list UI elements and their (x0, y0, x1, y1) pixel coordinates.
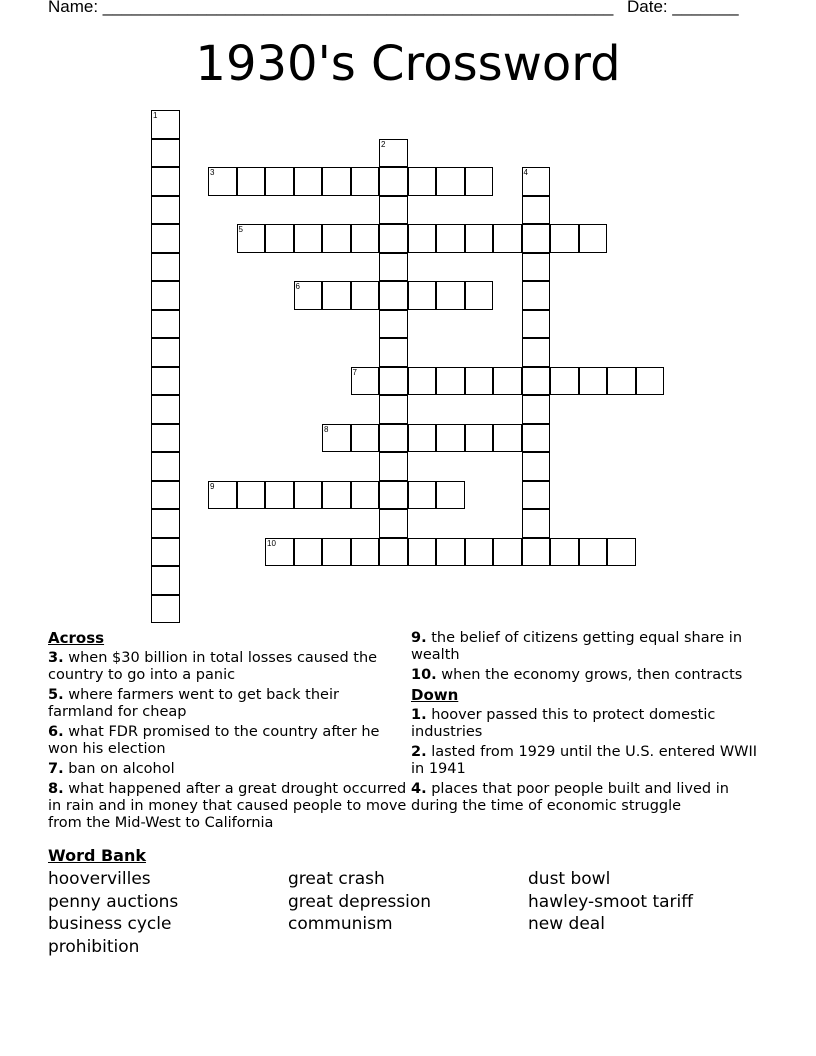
grid-cell[interactable] (351, 224, 380, 253)
grid-cell[interactable] (465, 167, 494, 196)
grid-cell[interactable] (294, 538, 323, 567)
clue-number: 9 (210, 481, 215, 491)
grid-cell[interactable] (408, 481, 437, 510)
word-bank-item: hawley-smoot tariff (528, 892, 693, 912)
grid-cell[interactable] (493, 367, 522, 396)
grid-cell[interactable] (379, 310, 408, 339)
grid-cell[interactable] (151, 395, 180, 424)
grid-cell[interactable] (322, 167, 351, 196)
grid-cell[interactable] (151, 509, 180, 538)
grid-cell[interactable] (208, 167, 237, 196)
word-bank-item: great crash (288, 869, 385, 889)
grid-cell[interactable] (151, 481, 180, 510)
clue-number: 4 (523, 168, 528, 177)
clue-number: 6 (295, 282, 300, 291)
word-bank-item: communism (288, 914, 393, 934)
grid-cell[interactable] (379, 139, 408, 168)
grid-cell[interactable] (379, 452, 408, 481)
clue-number: 8 (324, 424, 329, 434)
word-bank-item: prohibition (48, 937, 140, 957)
clue-number: 10 (267, 538, 276, 548)
grid-cell[interactable] (322, 424, 351, 453)
grid-cell[interactable] (151, 538, 180, 567)
grid-cell[interactable] (408, 538, 437, 567)
grid-cell[interactable] (607, 538, 636, 567)
grid-cell[interactable] (151, 310, 180, 339)
clue-down-2: 2. lasted from 1929 until the U.S. entered WWII in 1941 (411, 744, 758, 777)
grid-cell[interactable] (294, 224, 323, 253)
down-heading: Down (411, 686, 459, 704)
clue-number: 5 (238, 225, 243, 234)
grid-cell[interactable] (522, 253, 551, 282)
name-field[interactable]: Name: ______________________________________________________ (48, 0, 614, 16)
grid-cell[interactable] (522, 509, 551, 538)
page-title: 1930's Crossword (195, 36, 621, 92)
grid-cell[interactable] (465, 367, 494, 396)
grid-cell[interactable] (351, 481, 380, 510)
grid-cell[interactable] (379, 481, 408, 510)
grid-cell[interactable] (522, 310, 551, 339)
grid-cell[interactable] (607, 367, 636, 396)
grid-cell[interactable] (322, 224, 351, 253)
grid-cell[interactable] (351, 281, 380, 310)
grid-cell[interactable] (636, 367, 665, 396)
clue-across-10: 10. when the economy grows, then contracts (411, 667, 743, 683)
grid-cell[interactable] (151, 595, 180, 624)
grid-cell[interactable] (294, 281, 323, 310)
grid-cell[interactable] (579, 224, 608, 253)
grid-cell[interactable] (379, 167, 408, 196)
grid-cell[interactable] (265, 167, 294, 196)
clue-number: 1 (153, 111, 158, 120)
clue-across-3: 3. when $30 billion in total losses caused the country to go into a panic (48, 650, 378, 683)
grid-cell[interactable] (436, 167, 465, 196)
grid-cell[interactable] (151, 566, 180, 595)
grid-cell[interactable] (522, 424, 551, 453)
grid-cell[interactable] (151, 338, 180, 367)
grid-cell[interactable] (151, 253, 180, 282)
grid-cell[interactable] (151, 281, 180, 310)
grid-cell[interactable] (436, 538, 465, 567)
clues-right (411, 630, 771, 818)
grid-cell[interactable] (522, 281, 551, 310)
grid-cell[interactable] (408, 367, 437, 396)
grid-cell[interactable] (522, 452, 551, 481)
grid-cell[interactable] (351, 367, 380, 396)
grid-cell[interactable] (265, 538, 294, 567)
grid-cell[interactable] (522, 167, 551, 196)
grid-cell[interactable] (550, 538, 579, 567)
clue-number: 7 (352, 367, 357, 377)
clue-across-8: 8. what happened after a great drought occurred in rain and in money that caused people to move from the Mid-West to California (48, 781, 407, 831)
grid-cell[interactable] (436, 481, 465, 510)
date-field[interactable]: Date: _______ (627, 0, 739, 16)
grid-cell[interactable] (379, 367, 408, 396)
clue-across-7: 7. ban on alcohol (48, 761, 175, 777)
grid-cell[interactable] (493, 538, 522, 567)
grid-cell[interactable] (322, 538, 351, 567)
grid-cell[interactable] (294, 481, 323, 510)
grid-cell[interactable] (265, 481, 294, 510)
grid-cell[interactable] (151, 224, 180, 253)
word-bank-item: hoovervilles (48, 869, 151, 889)
clue-across-5: 5. where farmers went to get back their farmland for cheap (48, 687, 339, 720)
grid-cell[interactable] (408, 424, 437, 453)
grid-cell[interactable] (151, 167, 180, 196)
word-bank-item: new deal (528, 914, 605, 934)
grid-cell[interactable] (379, 338, 408, 367)
grid-cell[interactable] (436, 367, 465, 396)
grid-cell[interactable] (237, 481, 266, 510)
grid-cell[interactable] (522, 395, 551, 424)
grid-cell[interactable] (379, 509, 408, 538)
grid-cell[interactable] (151, 367, 180, 396)
grid-cell[interactable] (579, 367, 608, 396)
grid-cell[interactable] (151, 196, 180, 225)
grid-cell[interactable] (151, 452, 180, 481)
across-heading: Across (48, 629, 105, 647)
grid-cell[interactable] (408, 281, 437, 310)
grid-cell[interactable] (522, 224, 551, 253)
clue-number: 3 (210, 168, 215, 177)
grid-cell[interactable] (351, 167, 380, 196)
grid-cell[interactable] (522, 538, 551, 567)
word-bank-item: dust bowl (528, 869, 611, 889)
grid-cell[interactable] (408, 167, 437, 196)
grid-cell[interactable] (379, 196, 408, 225)
grid-cell[interactable] (265, 224, 294, 253)
clue-number: 2 (381, 139, 386, 149)
grid-cell[interactable] (151, 110, 180, 139)
grid-cell[interactable] (294, 167, 323, 196)
grid-cell[interactable] (522, 196, 551, 225)
grid-cell[interactable] (493, 224, 522, 253)
clues-left (48, 630, 408, 835)
grid-cell[interactable] (237, 224, 266, 253)
grid-cell[interactable] (493, 424, 522, 453)
grid-cell[interactable] (379, 538, 408, 567)
grid-cell[interactable] (465, 281, 494, 310)
grid-cell[interactable] (151, 424, 180, 453)
grid-cell[interactable] (550, 367, 579, 396)
grid-cell[interactable] (379, 224, 408, 253)
grid-cell[interactable] (208, 481, 237, 510)
grid-cell[interactable] (322, 481, 351, 510)
grid-cell[interactable] (522, 481, 551, 510)
grid-cell[interactable] (351, 424, 380, 453)
grid-cell[interactable] (465, 538, 494, 567)
grid-cell[interactable] (151, 139, 180, 168)
grid-cell[interactable] (465, 224, 494, 253)
word-bank-heading: Word Bank (48, 846, 147, 865)
grid-cell[interactable] (579, 538, 608, 567)
grid-cell[interactable] (379, 424, 408, 453)
grid-cell[interactable] (379, 253, 408, 282)
grid-cell[interactable] (550, 224, 579, 253)
clue-across-9: 9. the belief of citizens getting equal share in wealth (411, 630, 743, 663)
grid-cell[interactable] (379, 395, 408, 424)
grid-cell[interactable] (465, 424, 494, 453)
grid-cell[interactable] (436, 224, 465, 253)
grid-cell[interactable] (379, 281, 408, 310)
word-bank-item: penny auctions (48, 892, 179, 912)
clue-across-6: 6. what FDR promised to the country after he won his election (48, 724, 380, 757)
grid-cell[interactable] (436, 424, 465, 453)
word-bank-item: great depression (288, 892, 432, 912)
grid-cell[interactable] (322, 281, 351, 310)
grid-cell[interactable] (436, 281, 465, 310)
clue-down-4: 4. places that poor people built and lived in during the time of economic struggle (411, 781, 729, 814)
grid-cell[interactable] (351, 538, 380, 567)
grid-cell[interactable] (522, 367, 551, 396)
word-bank-item: business cycle (48, 914, 172, 934)
clue-down-1: 1. hoover passed this to protect domestic industries (411, 707, 716, 740)
grid-cell[interactable] (522, 338, 551, 367)
grid-cell[interactable] (408, 224, 437, 253)
grid-cell[interactable] (237, 167, 266, 196)
